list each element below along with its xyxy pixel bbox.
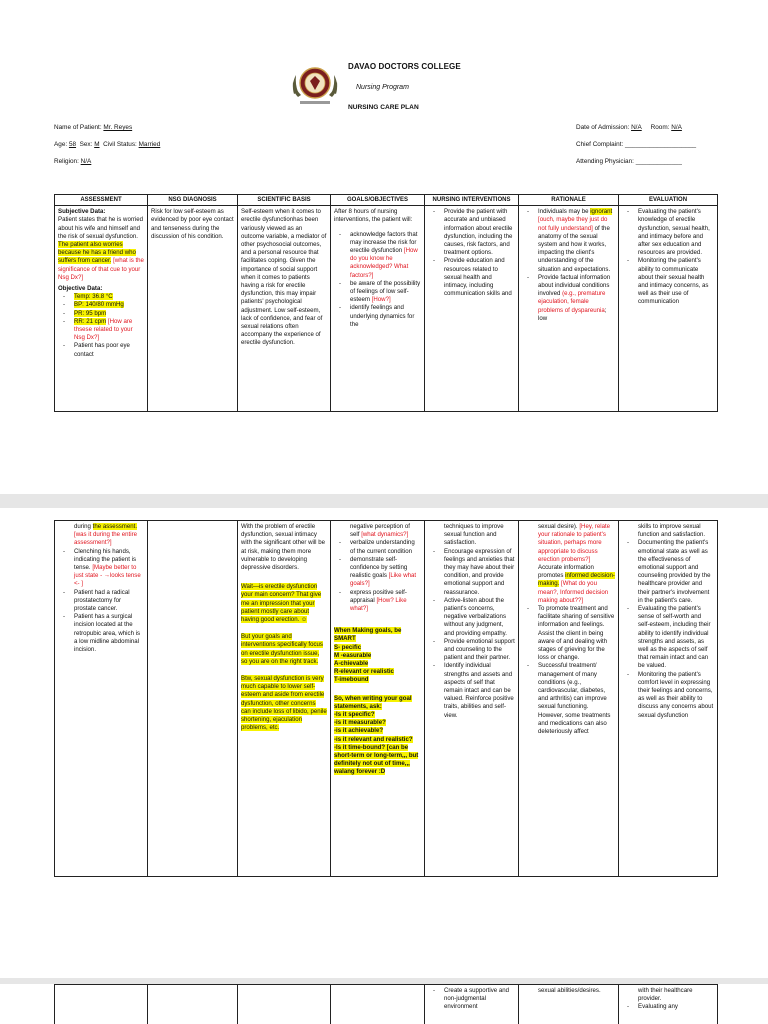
table-row — [55, 985, 718, 1024]
evaluation-cell: - Evaluating the patient's knowledge of erectile dysfunction, sexual health, and intimacy before and after sex education and resources are provided. - Monitoring the patient's ability to communicate about their sexual health and intimacy concerns, as well as their use of communication — [619, 206, 718, 412]
evaluation-cell: with their healthcare provider. - Evaluating any — [619, 985, 718, 1024]
diagnosis-cell: Risk for low self-esteem as evidenced by poor eye contact and tenseness during the discussion of his condition. — [148, 206, 238, 412]
table-row — [55, 521, 718, 877]
goals-cell: negative perception of self [what dynamics?] - verbalize understanding of the current condition - demonstrate self-confidence by setting realistic goals [Like what goals?] - express positive self-appraisal [How? Like what?] When Making goals, be SMART S- pecific M -easurable A-chievable R-elevant or realistic T-imebound So, when writing your goal statements, ask: -Is it specific? -is it measurable? -is it achievable? -is it relevant and realistic? -Is it time-bound? [can be short-term or long-term,,, but definitely not out of time,,, walang forever :D — [331, 521, 425, 877]
page-gap — [0, 494, 768, 508]
patient-age: 58 — [68, 141, 77, 148]
complaint-line: Chief Complaint: ____________________ — [576, 141, 697, 148]
admission-line: Date of Admission: N/A Room: N/A — [576, 124, 682, 131]
col-scientific-basis: SCIENTIFIC BASIS — [238, 195, 331, 206]
evaluation-cell: skills to improve sexual function and satisfaction. - Documenting the patient's emotional state as well as the effectiveness of emotional support and counseling provided by the healthcare provider and their partner's involvement in the patient's care. - Evaluating the patient's sense of self-worth and self-esteem, including their ability to identify individual strengths and assets, as well as the aspects of self that remain intact and can be valued. - Monitoring the patient's comfort level in expressing their feelings and concerns, as well as their ability to discuss any concerns about sexual dysfunction — [619, 521, 718, 877]
interventions-cell: techniques to improve sexual function and satisfaction. - Encourage expression of feelings and anxieties that they may have about their condition, and provide emotional support and reassurance. - Active-listen about the patient's concerns, negative verbalizations without any judgment, and providing empathy. - Provide emotional support and counseling to the patient and their partner. - Identify individual strengths and assets and aspects of self that remain intact and can be valued. Reinforce positive traits, abilities and self-view. — [425, 521, 519, 877]
college-name: DAVAO DOCTORS COLLEGE — [348, 62, 461, 71]
col-diagnosis: NSG DIAGNOSIS — [148, 195, 238, 206]
patient-name: Mr. Reyes — [103, 124, 133, 131]
goals-cell — [331, 985, 425, 1024]
rationale-cell: sexual abilities/desires. — [519, 985, 619, 1024]
admission-date: N/A — [631, 124, 642, 131]
patient-religion: N/A — [80, 158, 92, 165]
interventions-cell: - Provide the patient with accurate and unbiased information about erectile dysfunction, including the causes, risk factors, and treatment options. - Provide education and resources related to sexual health and intimacy, including communication skills and — [425, 206, 519, 412]
care-plan-table-p2 — [54, 520, 718, 877]
assessment-cell: during the assessment. [was it during the entire assessment?] - Clenching his hands, indicating the patient is tense. [Maybe better to just state - →looks tense <- ] - Patient had a radical prostatectomy for prostate cancer. - Patient has a surgical incision located at the retropubic area, which is a low midline abdominal incision. — [55, 521, 148, 877]
col-goals: GOALS/OBJECTIVES — [331, 195, 425, 206]
rationale-cell: - Individuals may be ignorant [ouch, maybe they just do not fully understand] of the anatomy of the sexual system and how it works, impacting the client's understanding of the situation and expectations. - Provide factual information about individual conditions involved (e.g., premature ejaculation, female problems of dyspareunia; low — [519, 206, 619, 412]
patient-sex: M — [94, 141, 100, 148]
goals-cell: After 8 hours of nursing interventions, the patient will: - acknowledge factors that may increase the risk for erectile dysfunction [How do you know he acknowledged? What factors?] - be aware of the possibility of feelings of low self-esteem [How?] - identify feelings and underlying dynamics for the — [331, 206, 425, 412]
attending-physician: _____________ — [635, 158, 682, 165]
rationale-cell: sexual desire). [Hey, relate your rationale to patient's situation, perhaps more appropriate to discuss erection probems?] Accurate information promotes informed decision-making. [What do you mean?, Informed decision making about??] - To promote treatment and facilitate sharing of sensitive information and feelings. Assist the client in being aware of and dealing with stages of grieving for the loss or change. - Successful treatment/ management of many conditions (e.g., cardiovascular, diabetes, and arthritis) can improve sexual functioning. However, some treatments and medications can also deleteriously affect — [519, 521, 619, 877]
page-1 — [0, 0, 768, 494]
program-name: Nursing Program — [356, 84, 409, 91]
interventions-cell: - Create a supportive and non-judgmental environment — [425, 985, 519, 1024]
patient-civil-status: Married — [138, 141, 161, 148]
chief-complaint: ____________________ — [625, 141, 697, 148]
plan-title: NURSING CARE PLAN — [348, 104, 419, 111]
page-3 — [0, 984, 768, 1024]
page-2 — [0, 508, 768, 978]
patient-demographics-line: Age: 58 Sex: M Civil Status: Married — [54, 141, 161, 148]
scientific-basis-cell: Self-esteem when it comes to erectile dysfunctionhas been variously viewed as an outcome variable, a mediator of other psychosocial outcomes, and a personal resource that facilitates coping. Given the importance of social support when it comes to patients having a risk for erectile dysfunction, this may impair patients' psychological adjustment. Low self-esteem, lack of confidence, and fear of sexual relations often accompany the experience of erectile dysfunction. — [238, 206, 331, 412]
care-plan-table-p1 — [54, 194, 718, 412]
col-rationale: RATIONALE — [519, 195, 619, 206]
col-assessment: ASSESSMENT — [55, 195, 148, 206]
room-number: N/A — [671, 124, 682, 131]
patient-religion-line: Religion: N/A — [54, 158, 92, 165]
diagnosis-cell — [148, 985, 238, 1024]
smart-goals-note: When Making goals, be SMART S- pecific M -easurable A-chievable R-elevant or realistic T-imebound — [334, 627, 402, 684]
table-row — [55, 206, 718, 412]
college-seal-logo — [288, 64, 342, 110]
patient-name-line: Name of Patient: Mr. Reyes — [54, 124, 133, 131]
col-interventions: NURSING INTERVENTIONS — [425, 195, 519, 206]
assessment-cell — [55, 985, 148, 1024]
diagnosis-cell — [148, 521, 238, 877]
col-evaluation: EVALUATION — [619, 195, 718, 206]
scientific-basis-cell: With the problem of erectile dysfunction, sexual intimacy with the significant other will be at risk, making them more vulnerable to developing depressive disorders. Wait—is erectile dysfunction your main concern? That give me an impression that your patient mostly care about having good erection. ☺ But your goals and interventions specifically focus on erectile dysfunction issue, so you are on the right track. Btw, sexual dysfunction is very much capable to lower self-esteem and aside from erectile dysfunction, other concerns can include loss of libido, penile shortening, ejaculation problems, etc. — [238, 521, 331, 877]
scientific-basis-cell — [238, 985, 331, 1024]
table-header-row — [55, 195, 718, 206]
assessment-cell: Subjective Data: Patient states that he is worried about his wife and himself and the risk of sexual dysfunction. The patient also worries because he has a friend who suffers from cancer. [what is the significance of that cue to your Nsg Dx?] Objective Data: - Temp: 36.8 °C - BP: 140/80 mmHg - PR: 95 bpm - RR: 21 cpm [How are thsese related to your Nsg Dx?] - Patient has poor eye contact — [55, 206, 148, 412]
goal-statement-questions: So, when writing your goal statements, ask: -Is it specific? -is it measurable? -is it achievable? -is it relevant and realistic? -Is it time-bound? [can be short-term or long-term,,, but definitely not out of time,,, walang forever :D — [334, 694, 419, 776]
care-plan-table-p3 — [54, 984, 718, 1024]
physician-line: Attending Physician: _____________ — [576, 158, 682, 165]
